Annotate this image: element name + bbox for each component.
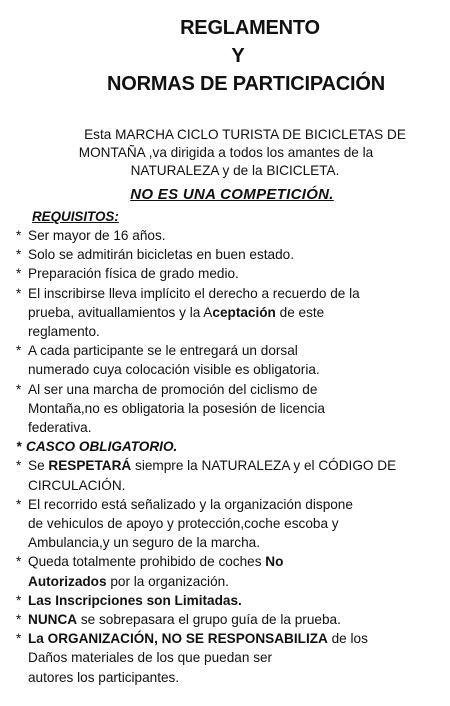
item-text-part: se sobrepasara el grupo guía de la prueba. xyxy=(77,612,341,628)
item-text-line-2: de vehiculos de apoyo y protección,coche escoba y xyxy=(28,516,339,532)
item-text: Solo se admitirán bicicletas en buen estado. xyxy=(28,247,294,263)
item-text-bold: NUNCA xyxy=(28,612,78,628)
item-text-bold: La ORGANIZACIÓN, NO SE RESPONSABILIZA xyxy=(28,631,328,647)
item-text-part: prueba, avituallamientos y la A xyxy=(28,304,213,320)
item-text: Ser mayor de 16 años. xyxy=(28,228,166,243)
item-text-line-1 xyxy=(0,552,450,571)
item-text-line-3: Ambulancia,y un seguro de la marcha. xyxy=(28,535,260,551)
title-line-2: Y xyxy=(231,45,245,67)
bullet-star: * xyxy=(16,554,22,570)
item-text-line-3: autores los participantes. xyxy=(28,669,180,685)
bullet-star: * xyxy=(16,381,22,397)
list-item-respect xyxy=(0,456,450,494)
bullet-star: * xyxy=(16,592,22,608)
item-text-part: Se xyxy=(28,458,49,474)
item-text: Preparación física de grado medio. xyxy=(28,266,239,282)
list-item-dorsal xyxy=(0,341,450,379)
list-item-age xyxy=(0,226,450,245)
list-item-limited xyxy=(0,591,450,610)
bullet-star: * xyxy=(16,458,22,474)
title-line-3: NORMAS DE PARTICIPACIÓN xyxy=(107,73,385,95)
item-text: Las Inscripciones son Limitadas. xyxy=(28,592,242,608)
item-text xyxy=(0,610,450,629)
requirements-list xyxy=(0,226,450,687)
item-text-line-2: numerado cuya colocación visible es obligatoria. xyxy=(28,362,320,378)
item-text-line-3: federativa. xyxy=(28,420,92,436)
item-text-line-1: Al ser una marcha de promoción del ciclismo de xyxy=(28,381,318,397)
requirements-heading: REQUISITOS: xyxy=(32,209,119,224)
list-item-bikes xyxy=(0,245,450,264)
list-item-license xyxy=(0,380,450,438)
intro-line-3: NATURALEZA y de la BICICLETA. xyxy=(130,163,340,178)
item-text-bold: RESPETARÁ xyxy=(48,458,132,474)
bullet-star: * xyxy=(16,612,22,628)
item-text-line-2: Daños materiales de los que puedan ser xyxy=(28,650,273,666)
item-text-bold: Autorizados xyxy=(28,573,107,589)
item-text-line-2: Montaña,no es obligatoria la posesión de licencia xyxy=(28,400,325,416)
item-text-part: de este xyxy=(275,304,325,320)
title-line-1: REGLAMENTO xyxy=(180,17,320,39)
intro-line-1: Esta MARCHA CICLO TURISTA DE BICICLETAS DE xyxy=(84,127,406,142)
not-a-competition-notice: NO ES UNA COMPETICIÓN. xyxy=(130,186,334,203)
bullet-star: * xyxy=(16,496,22,512)
bullet-star: * xyxy=(16,343,22,359)
list-item-route xyxy=(0,495,450,553)
item-text-bold: No xyxy=(265,554,284,570)
item-text-line-2 xyxy=(0,572,450,591)
intro-line-2: MONTAÑA ,va dirigida a todos los amantes de la xyxy=(78,145,374,160)
item-text-line-2 xyxy=(0,303,450,322)
list-item-registration xyxy=(0,284,450,342)
item-text-line-1 xyxy=(0,456,450,475)
list-item-fitness xyxy=(0,264,450,283)
item-text-part: por la organización. xyxy=(106,573,229,589)
bullet-star: * xyxy=(16,247,22,263)
item-text-line-1: El recorrido está señalizado y la organización dispone xyxy=(28,496,353,512)
bullet-star: * xyxy=(16,266,22,282)
item-text-part: de los xyxy=(327,631,368,647)
item-text-line-1: El inscribirse lleva implícito el derecho a recuerdo de la xyxy=(28,285,360,301)
list-item-cars xyxy=(0,552,450,590)
item-text-part: Queda totalmente prohibido de coches xyxy=(28,554,266,570)
bullet-star: * xyxy=(16,228,22,243)
page-title xyxy=(0,14,450,98)
bullet-star: * xyxy=(16,631,22,647)
list-item-guide xyxy=(0,610,450,629)
item-text-bold: ceptación xyxy=(212,304,276,320)
item-text-line-2: CIRCULACIÓN. xyxy=(28,477,126,493)
item-text-line-1 xyxy=(0,629,450,648)
bullet-star: * xyxy=(16,285,22,301)
item-text-line-1: A cada participante se le entregará un dorsal xyxy=(28,343,298,359)
item-text-part: siempre la NATURALEZA y el CÓDIGO DE xyxy=(131,458,397,474)
bullet-star: * xyxy=(16,439,22,455)
item-text: CASCO OBLIGATORIO. xyxy=(26,439,178,455)
intro-paragraph xyxy=(0,126,450,180)
list-item-liability xyxy=(0,629,450,687)
item-text-line-3: reglamento. xyxy=(28,324,100,340)
list-item-helmet xyxy=(0,437,450,456)
